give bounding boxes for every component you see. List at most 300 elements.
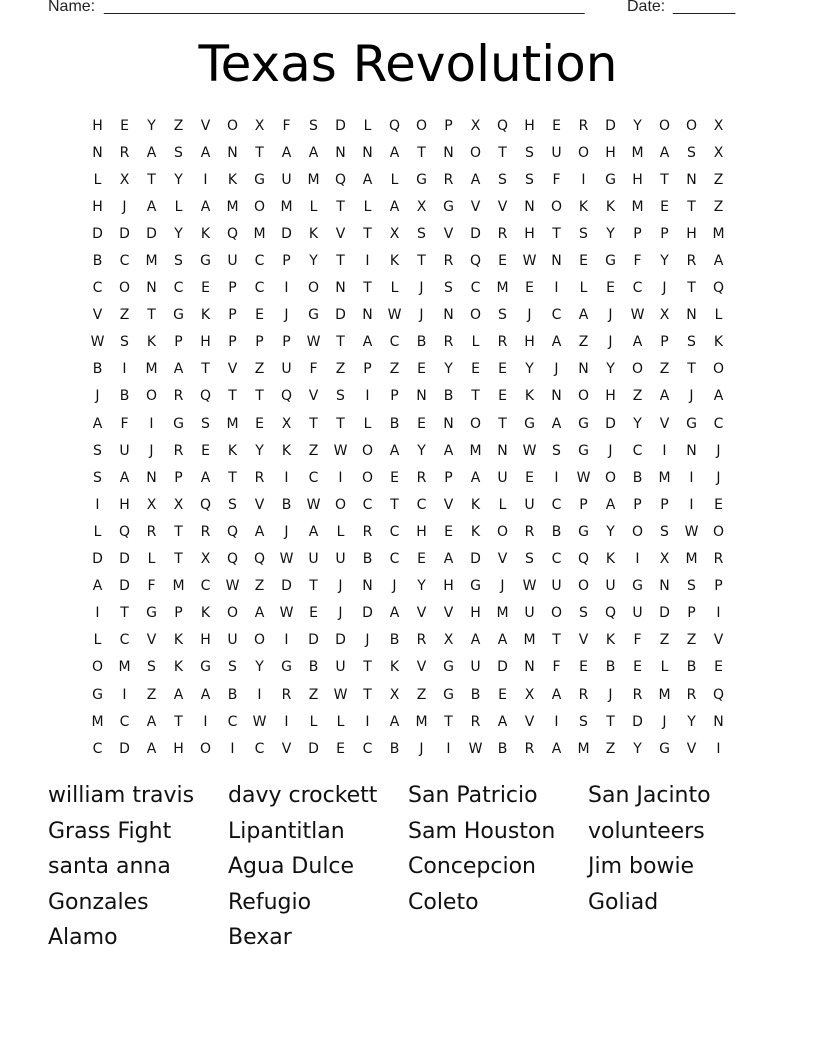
grid-letter: A [308,523,319,540]
grid-letter: V [713,632,724,649]
grid-letter: T [498,144,507,161]
grid-letter: K [308,225,319,242]
grid-letter: Z [308,442,319,459]
grid-letter: R [119,144,130,161]
grid-letter: C [92,280,103,297]
grid-letter: P [660,334,669,351]
grid-letter: X [659,307,670,324]
grid-letter: S [201,415,210,432]
grid-letter: C [92,740,103,757]
grid-letter: B [443,388,454,405]
grid-letter: K [200,307,211,324]
grid-letter: D [119,578,130,595]
grid-letter: K [470,496,481,513]
grid-letter: F [633,632,642,649]
grid-letter: A [200,198,211,215]
grid-letter: P [228,307,237,324]
grid-letter: G [632,578,643,595]
grid-letter: O [226,605,239,622]
grid-letter: C [362,496,373,513]
grid-letter: I [122,361,127,378]
word-list-item: Jim bowie [588,854,695,879]
grid-letter: D [659,605,670,622]
grid-letter: E [201,280,210,297]
grid-letter: P [444,469,453,486]
grid-letter: U [227,253,238,270]
grid-letter: L [498,496,507,513]
grid-letter: J [419,280,424,297]
grid-letter: A [551,740,562,757]
grid-letter: U [308,551,319,568]
grid-letter: N [146,280,157,297]
header-line [48,0,748,20]
grid-letter: A [92,415,103,432]
grid-letter: Z [173,117,184,134]
grid-letter: R [443,334,454,351]
grid-letter: O [577,388,590,405]
grid-letter: A [470,469,481,486]
grid-letter: C [470,280,481,297]
grid-letter: L [390,171,399,188]
grid-letter: Y [255,659,264,676]
grid-letter: E [498,388,507,405]
grid-letter: A [146,713,157,730]
grid-letter: K [713,334,724,351]
grid-letter: W [630,307,645,324]
grid-letter: X [524,686,535,703]
grid-letter: Q [226,551,239,568]
grid-letter: T [147,307,156,324]
grid-letter: Y [525,361,534,378]
grid-letter: T [228,388,237,405]
grid-letter: R [578,117,589,134]
grid-letter: Z [605,740,616,757]
grid-letter: L [93,523,102,540]
grid-letter: T [201,361,210,378]
grid-letter: I [365,253,370,270]
grid-letter: A [470,171,481,188]
grid-letter: M [631,198,644,215]
grid-letter: E [498,361,507,378]
grid-letter: K [200,605,211,622]
grid-letter: I [716,740,721,757]
grid-letter: R [443,253,454,270]
grid-letter: M [631,144,644,161]
word-list-item: Alamo [48,925,118,950]
grid-letter: R [443,171,454,188]
grid-letter: H [119,496,130,513]
grid-letter: B [362,551,373,568]
grid-letter: G [443,659,454,676]
grid-letter: L [471,334,480,351]
grid-letter: O [469,307,482,324]
grid-letter: G [173,307,184,324]
grid-letter: C [254,253,265,270]
grid-letter: I [203,713,208,730]
grid-letter: P [444,117,453,134]
grid-letter: R [497,334,508,351]
grid-letter: V [335,225,346,242]
grid-letter: Z [146,686,157,703]
grid-letter: Y [633,740,642,757]
grid-letter: T [336,415,345,432]
grid-letter: W [306,496,321,513]
grid-letter: L [660,659,669,676]
grid-letter: P [228,334,237,351]
grid-letter: T [498,415,507,432]
word-list-item: San Jacinto [588,783,711,808]
grid-letter: J [392,578,397,595]
grid-letter: H [686,225,697,242]
grid-letter: S [525,144,534,161]
grid-letter: Z [686,632,697,649]
grid-letter: B [497,740,508,757]
grid-letter: F [633,253,642,270]
grid-letter: C [551,496,562,513]
name-label: Name: [48,0,96,15]
grid-letter: G [200,253,211,270]
grid-letter: X [659,551,670,568]
grid-letter: Q [226,523,239,540]
grid-letter: S [417,225,426,242]
grid-letter: J [419,740,424,757]
grid-letter: W [90,334,105,351]
grid-letter: J [608,442,613,459]
word-list-item: volunteers [588,818,705,844]
grid-letter: N [443,415,454,432]
grid-letter: N [335,280,346,297]
grid-letter: L [363,117,372,134]
grid-letter: M [712,225,725,242]
grid-letter: W [387,307,402,324]
grid-letter: X [416,198,427,215]
grid-letter: L [363,415,372,432]
grid-letter: G [578,442,589,459]
grid-letter: L [579,280,588,297]
grid-letter: X [713,117,724,134]
grid-letter: S [120,334,129,351]
grid-letter: J [149,442,154,459]
grid-letter: E [444,523,453,540]
grid-letter: U [551,578,562,595]
grid-letter: R [173,442,184,459]
grid-letter: Q [253,551,266,568]
grid-letter: O [226,117,239,134]
grid-letter: W [225,578,240,595]
grid-letter: E [417,361,426,378]
grid-letter: N [551,253,562,270]
grid-letter: C [119,632,130,649]
grid-letter: R [362,523,373,540]
grid-letter: T [363,659,372,676]
grid-letter: V [497,198,508,215]
grid-letter: Q [496,117,509,134]
grid-letter: B [551,523,562,540]
grid-letter: A [389,442,400,459]
grid-letter: N [686,442,697,459]
grid-letter: M [469,442,482,459]
grid-letter: W [252,713,267,730]
grid-letter: W [468,740,483,757]
grid-letter: A [551,686,562,703]
grid-letter: T [363,280,372,297]
grid-letter: I [635,551,640,568]
grid-letter: I [554,713,559,730]
grid-letter: S [552,442,561,459]
name-blank-line: ______________________________________________________ [104,0,585,15]
grid-letter: P [633,496,642,513]
grid-letter: T [147,171,156,188]
grid-letter: O [712,361,725,378]
grid-letter: O [577,578,590,595]
grid-letter: F [147,578,156,595]
grid-letter: K [578,198,589,215]
grid-letter: M [226,198,239,215]
grid-letter: T [552,225,561,242]
grid-letter: N [335,144,346,161]
grid-letter: S [498,171,507,188]
grid-letter: K [227,442,238,459]
grid-letter: D [146,225,157,242]
grid-letter: E [255,307,264,324]
grid-letter: I [689,496,694,513]
grid-letter: M [280,198,293,215]
grid-letter: L [174,198,183,215]
grid-letter: J [662,280,667,297]
grid-letter: I [95,605,100,622]
grid-letter: T [174,523,183,540]
grid-letter: E [255,415,264,432]
grid-letter: G [443,686,454,703]
grid-letter: I [716,605,721,622]
grid-letter: O [658,117,671,134]
grid-letter: C [308,469,319,486]
grid-letter: H [632,171,643,188]
grid-letter: Z [659,361,670,378]
grid-letter: U [632,605,643,622]
grid-letter: R [524,523,535,540]
grid-letter: Q [334,171,347,188]
grid-letter: F [282,117,291,134]
grid-letter: J [500,578,505,595]
word-list-item: Goliad [588,889,659,915]
grid-letter: R [416,469,427,486]
grid-letter: O [253,632,266,649]
grid-letter: L [93,171,102,188]
grid-letter: T [174,551,183,568]
grid-letter: T [417,253,426,270]
grid-letter: O [577,144,590,161]
grid-letter: O [307,280,320,297]
grid-letter: N [524,198,535,215]
grid-letter: A [713,388,724,405]
grid-letter: S [309,117,318,134]
grid-letter: J [608,334,613,351]
grid-letter: Q [226,225,239,242]
grid-letter: T [174,713,183,730]
grid-letter: V [470,198,481,215]
grid-letter: P [228,280,237,297]
grid-letter: E [660,198,669,215]
grid-letter: D [335,307,346,324]
grid-letter: M [91,713,104,730]
grid-letter: O [415,117,428,134]
grid-letter: D [605,415,616,432]
grid-letter: W [522,253,537,270]
grid-letter: V [281,740,292,757]
grid-letter: J [608,686,613,703]
grid-letter: H [524,225,535,242]
grid-letter: G [659,740,670,757]
grid-letter: Y [606,523,615,540]
grid-letter: K [389,659,400,676]
grid-letter: D [308,740,319,757]
grid-letter: J [527,307,532,324]
grid-letter: G [308,307,319,324]
grid-letter: J [338,605,343,622]
grid-letter: M [658,469,671,486]
grid-letter: V [146,632,157,649]
grid-letter: X [281,415,292,432]
grid-letter: C [254,740,265,757]
grid-letter: X [173,496,184,513]
grid-letter: O [118,280,131,297]
grid-letter: L [363,198,372,215]
word-search-grid [84,112,732,760]
grid-letter: B [389,632,400,649]
grid-letter: H [92,198,103,215]
grid-letter: K [389,253,400,270]
grid-letter: T [471,388,480,405]
grid-letter: Y [606,361,615,378]
grid-letter: E [471,361,480,378]
grid-letter: A [713,253,724,270]
grid-letter: D [92,225,103,242]
grid-letter: Z [119,307,130,324]
word-list-item: Bexar [228,925,292,950]
grid-letter: Y [687,713,696,730]
grid-letter: Z [389,361,400,378]
grid-letter: R [524,740,535,757]
grid-letter: X [119,171,130,188]
grid-letter: E [498,253,507,270]
grid-letter: F [552,171,561,188]
grid-letter: N [686,171,697,188]
grid-letter: M [577,740,590,757]
grid-letter: T [309,578,318,595]
grid-letter: O [91,659,104,676]
word-list-item: davy crockett [228,783,378,808]
grid-letter: Y [255,442,264,459]
grid-letter: B [389,415,400,432]
grid-letter: N [443,144,454,161]
grid-letter: N [443,307,454,324]
grid-letter: I [284,632,289,649]
grid-letter: A [497,713,508,730]
grid-letter: J [608,307,613,324]
grid-letter: Q [199,388,212,405]
grid-letter: G [443,198,454,215]
grid-letter: W [576,469,591,486]
grid-letter: E [525,280,534,297]
grid-letter: V [254,496,265,513]
grid-letter: I [689,469,694,486]
grid-letter: U [524,605,535,622]
grid-letter: H [524,117,535,134]
grid-letter: A [389,198,400,215]
grid-letter: B [389,740,400,757]
grid-letter: V [227,361,238,378]
grid-letter: K [173,632,184,649]
grid-letter: I [284,469,289,486]
grid-letter: R [497,225,508,242]
grid-letter: Z [578,334,589,351]
grid-letter: K [605,551,616,568]
grid-letter: G [281,659,292,676]
grid-letter: J [338,578,343,595]
grid-letter: F [309,361,318,378]
grid-letter: N [524,659,535,676]
grid-letter: L [309,198,318,215]
grid-letter: W [333,686,348,703]
grid-letter: C [389,551,400,568]
word-list [48,778,768,956]
grid-letter: U [497,469,508,486]
grid-letter: O [604,469,617,486]
date-label: Date: [627,0,666,15]
grid-letter: J [284,523,289,540]
grid-letter: C [713,415,724,432]
grid-letter: A [254,523,265,540]
grid-letter: G [146,605,157,622]
grid-letter: S [687,334,696,351]
grid-letter: G [605,171,616,188]
grid-letter: X [254,117,265,134]
grid-letter: E [336,740,345,757]
grid-letter: O [253,198,266,215]
grid-letter: M [685,551,698,568]
grid-letter: S [525,171,534,188]
grid-letter: A [92,578,103,595]
grid-letter: C [254,280,265,297]
grid-letter: R [146,523,157,540]
grid-letter: V [686,740,697,757]
grid-letter: N [92,144,103,161]
grid-letter: G [470,578,481,595]
grid-letter: D [470,551,481,568]
grid-letter: W [306,334,321,351]
grid-letter: S [228,659,237,676]
grid-letter: J [284,307,289,324]
grid-letter: T [417,144,426,161]
grid-letter: A [200,686,211,703]
grid-letter: S [579,713,588,730]
grid-letter: A [146,198,157,215]
grid-letter: J [662,713,667,730]
grid-letter: A [659,388,670,405]
grid-letter: T [309,415,318,432]
grid-letter: R [470,713,481,730]
grid-letter: Q [118,523,131,540]
grid-letter: P [174,605,183,622]
grid-letter: V [659,415,670,432]
grid-letter: V [524,713,535,730]
grid-letter: T [687,280,696,297]
grid-letter: B [416,334,427,351]
grid-letter: M [226,415,239,432]
grid-letter: K [200,225,211,242]
grid-letter: S [93,469,102,486]
